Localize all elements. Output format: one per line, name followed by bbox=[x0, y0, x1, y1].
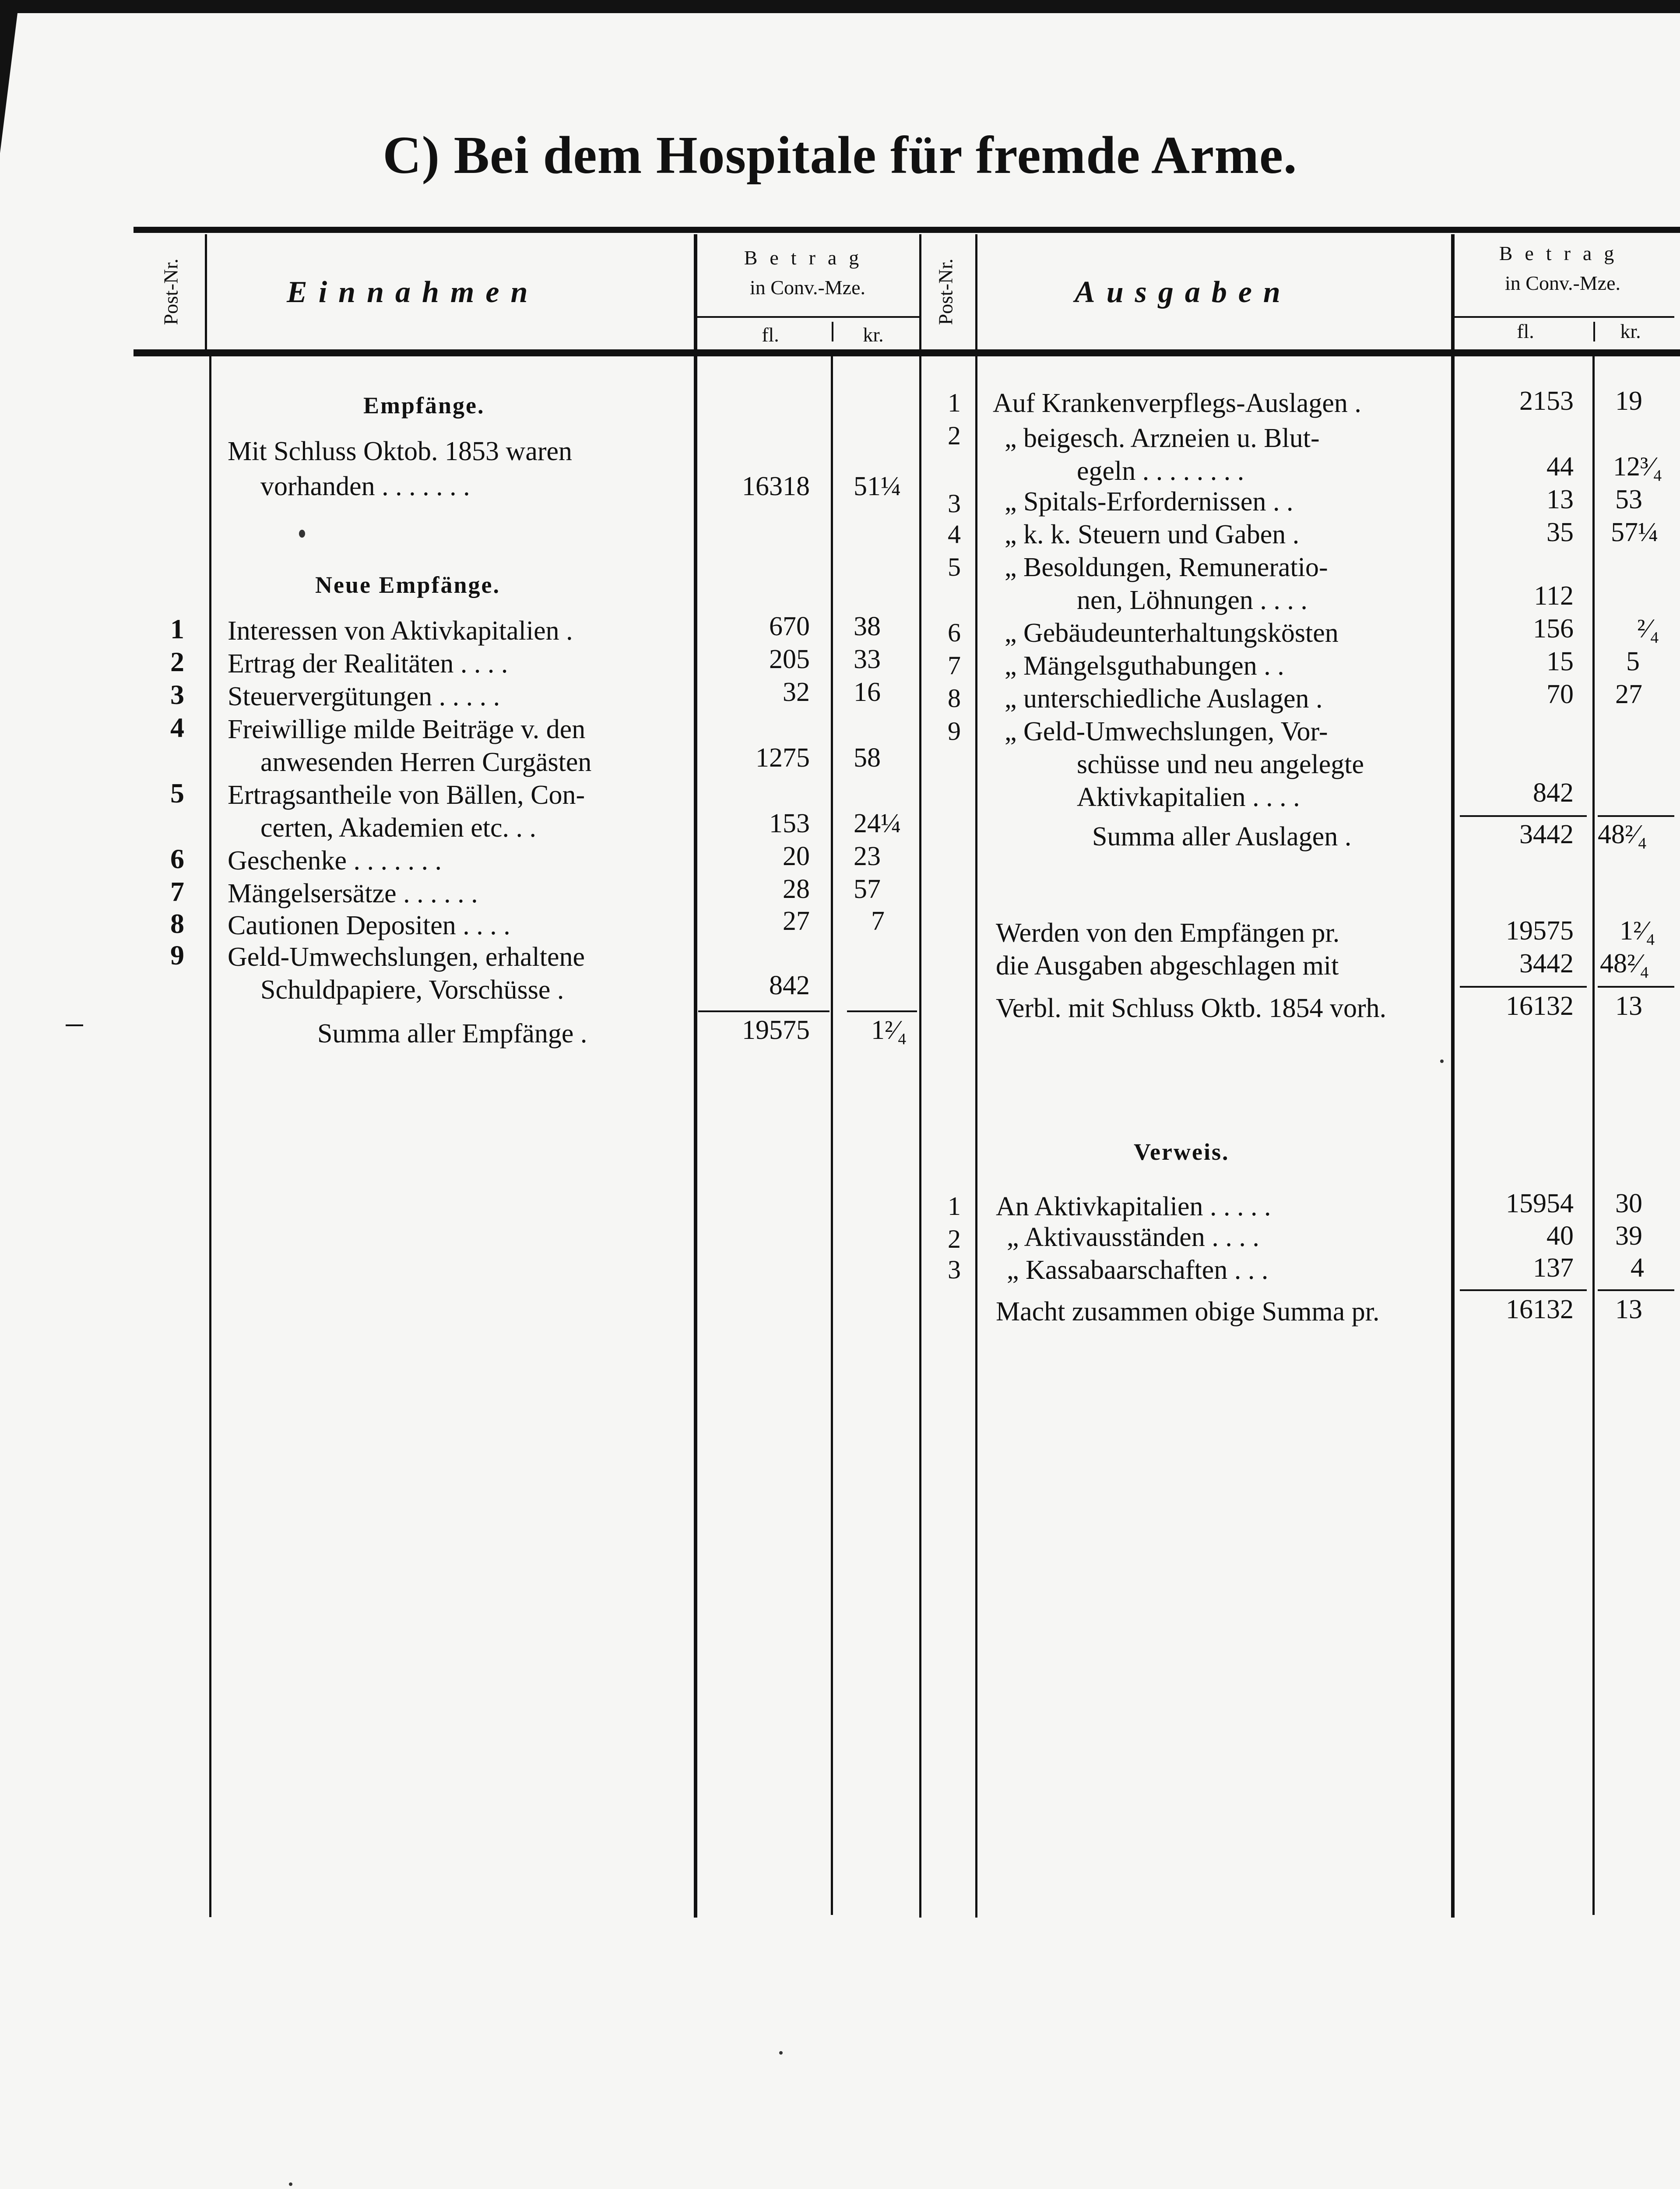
left-row-label-cont: Schuldpapiere, Vorschüsse . bbox=[260, 975, 564, 1005]
col-divider-post-left bbox=[205, 234, 207, 350]
betrag-header-left: Betrag bbox=[744, 246, 872, 269]
left-row-fl: 32 bbox=[783, 677, 810, 707]
balance-label: die Ausgaben abgeschlagen mit bbox=[996, 951, 1339, 981]
col-divider-fl-right bbox=[1451, 234, 1455, 1918]
opening-balance-line1: Mit Schluss Oktob. 1853 waren bbox=[228, 436, 573, 466]
document-page bbox=[0, 13, 1680, 2189]
scan-top-border bbox=[0, 0, 1680, 13]
right-row-label-cont: egeln . . . . . . . . bbox=[1077, 456, 1244, 486]
right-row-fl: 156 bbox=[1533, 614, 1574, 644]
fl-header-right: fl. bbox=[1517, 320, 1534, 342]
right-row-label: „ Spitals-Erfordernissen . . bbox=[1005, 487, 1293, 517]
left-row-kr: 33 bbox=[854, 644, 881, 674]
verweis-kr: 4 bbox=[1631, 1253, 1644, 1283]
right-row-label: „ unterschiedliche Auslagen . bbox=[1005, 684, 1323, 714]
balance-rule bbox=[1460, 986, 1587, 988]
verweis-nr: 1 bbox=[948, 1192, 961, 1221]
ausgaben-header: Ausgaben bbox=[1075, 275, 1292, 309]
left-row-label: Interessen von Aktivkapitalien . bbox=[228, 616, 573, 646]
ink-speck bbox=[1440, 1059, 1444, 1063]
verweis-fl: 137 bbox=[1533, 1253, 1574, 1283]
right-row-fl: 15 bbox=[1546, 647, 1574, 676]
left-row-fl: 153 bbox=[769, 809, 810, 838]
verweis-kr: 39 bbox=[1615, 1221, 1642, 1251]
right-row-kr: 5 bbox=[1626, 647, 1640, 676]
col-divider-kr-left-head bbox=[832, 322, 833, 341]
col-divider-kr-left bbox=[831, 356, 833, 1915]
right-row-nr: 8 bbox=[948, 684, 961, 713]
left-total-rule bbox=[698, 1010, 829, 1012]
ink-speck bbox=[289, 2182, 292, 2186]
right-row-fl: 70 bbox=[1546, 679, 1574, 709]
verweis-total-rule bbox=[1460, 1289, 1587, 1291]
right-total-kr: 48²⁄₄ bbox=[1598, 820, 1647, 849]
right-row-fl: 112 bbox=[1534, 581, 1574, 611]
right-row-label-cont: Aktivkapitalien . . . . bbox=[1077, 782, 1300, 812]
left-row-label: Mängelsersätze . . . . . . bbox=[228, 879, 478, 908]
left-total-fl: 19575 bbox=[742, 1015, 810, 1045]
left-row-label: Freiwillige milde Beiträge v. den bbox=[228, 714, 586, 744]
opening-balance-fl: 16318 bbox=[742, 472, 810, 501]
ink-speck bbox=[779, 2051, 783, 2055]
verweis-total-fl: 16132 bbox=[1506, 1295, 1574, 1324]
verweis-total-kr: 13 bbox=[1615, 1295, 1642, 1324]
verweis-total-label: Macht zusammen obige Summa pr. bbox=[996, 1297, 1380, 1327]
right-row-nr: 1 bbox=[948, 388, 961, 417]
left-row-nr: 7 bbox=[170, 876, 184, 907]
left-row-fl: 205 bbox=[769, 644, 810, 674]
col-divider-post-right bbox=[975, 234, 977, 1918]
col-divider-einnahmen bbox=[209, 356, 211, 1917]
left-total-rule-kr bbox=[847, 1010, 917, 1012]
currency-header-left: in Conv.-Mze. bbox=[749, 276, 866, 299]
ink-dash bbox=[66, 1024, 83, 1026]
right-row-kr: ²⁄₄ bbox=[1637, 614, 1659, 644]
balance-kr: 48²⁄₄ bbox=[1600, 949, 1649, 978]
currency-header-right: in Conv.-Mze. bbox=[1504, 272, 1621, 294]
left-row-label: Ertrag der Realitäten . . . . bbox=[228, 649, 508, 679]
verweis-total-rule-kr bbox=[1598, 1289, 1674, 1291]
verweis-kr: 30 bbox=[1615, 1189, 1642, 1218]
section-neue-empfaenge: Neue Empfänge. bbox=[315, 572, 500, 598]
col-divider-kr-right bbox=[1592, 356, 1595, 1915]
left-row-nr: 6 bbox=[170, 843, 184, 874]
col-divider-kr-right-head bbox=[1593, 322, 1595, 341]
left-row-kr: 16 bbox=[854, 677, 881, 707]
right-row-label: „ beigesch. Arzneien u. Blut- bbox=[1005, 423, 1320, 453]
right-row-nr: 2 bbox=[948, 421, 961, 450]
right-row-nr: 7 bbox=[948, 651, 961, 680]
balance-fl: 16132 bbox=[1506, 991, 1574, 1021]
right-row-nr: 4 bbox=[948, 520, 961, 549]
post-nr-header-left: Post-Nr. bbox=[159, 258, 182, 325]
left-row-kr: 58 bbox=[854, 743, 881, 773]
right-row-label-cont: nen, Löhnungen . . . . bbox=[1077, 585, 1307, 615]
betrag-subrule-right bbox=[1451, 316, 1674, 318]
right-row-nr: 9 bbox=[948, 717, 961, 746]
left-row-fl: 1275 bbox=[756, 743, 810, 773]
right-row-label-cont: schüsse und neu angelegte bbox=[1077, 750, 1364, 779]
left-total-label: Summa aller Empfänge . bbox=[317, 1019, 587, 1049]
opening-balance-kr: 51¼ bbox=[854, 472, 901, 501]
verweis-label: „ Kassabaarschaften . . . bbox=[1007, 1255, 1269, 1285]
ink-speck bbox=[299, 530, 305, 538]
right-row-label: „ Besoldungen, Remuneratio- bbox=[1005, 553, 1328, 582]
right-row-fl: 35 bbox=[1546, 517, 1574, 547]
section-verweis: Verweis. bbox=[1134, 1139, 1230, 1165]
left-row-nr: 3 bbox=[170, 679, 184, 710]
balance-kr: 1²⁄₄ bbox=[1620, 916, 1655, 946]
table-header-bottom-rule bbox=[134, 349, 1680, 356]
right-row-kr: 12³⁄₄ bbox=[1613, 452, 1662, 482]
page-title: C) Bei dem Hospitale für fremde Arme. bbox=[383, 126, 1297, 185]
left-row-fl: 27 bbox=[783, 906, 810, 936]
right-row-fl: 44 bbox=[1546, 452, 1574, 482]
left-row-label-cont: anwesenden Herren Curgästen bbox=[260, 747, 592, 777]
right-row-kr: 27 bbox=[1615, 679, 1642, 709]
verweis-nr: 3 bbox=[948, 1255, 961, 1284]
post-nr-header-right: Post-Nr. bbox=[934, 258, 957, 325]
right-total-fl: 3442 bbox=[1519, 820, 1574, 849]
left-row-nr: 2 bbox=[170, 646, 184, 677]
right-row-fl: 2153 bbox=[1519, 386, 1574, 416]
left-row-nr: 1 bbox=[170, 613, 184, 644]
left-row-nr: 5 bbox=[170, 778, 184, 809]
left-row-nr: 4 bbox=[170, 712, 184, 743]
kr-header-left: kr. bbox=[863, 324, 884, 346]
left-row-nr: 9 bbox=[170, 940, 184, 971]
fl-header-left: fl. bbox=[762, 324, 779, 346]
right-row-nr: 5 bbox=[948, 553, 961, 581]
verweis-label: An Aktivkapitalien . . . . . bbox=[996, 1192, 1271, 1221]
balance-fl: 3442 bbox=[1519, 949, 1574, 978]
left-row-kr: 57 bbox=[854, 874, 881, 904]
left-row-nr: 8 bbox=[170, 908, 184, 939]
col-divider-fl-left bbox=[694, 234, 697, 1918]
right-row-label: „ Mängelsguthabungen . . bbox=[1005, 651, 1284, 681]
left-row-fl: 20 bbox=[783, 841, 810, 871]
left-row-label: Steuervergütungen . . . . . bbox=[228, 682, 500, 711]
left-total-kr: 1²⁄₄ bbox=[871, 1015, 907, 1045]
balance-label: Verbl. mit Schluss Oktb. 1854 vorh. bbox=[996, 993, 1387, 1023]
right-row-kr: 57¼ bbox=[1611, 517, 1659, 547]
table-top-rule bbox=[134, 227, 1680, 233]
balance-kr: 13 bbox=[1615, 991, 1642, 1021]
betrag-subrule-left bbox=[696, 316, 919, 318]
right-row-kr: 19 bbox=[1615, 386, 1642, 416]
right-row-label: „ Geld-Umwechslungen, Vor- bbox=[1005, 717, 1328, 746]
right-row-fl: 842 bbox=[1533, 778, 1574, 808]
balance-rule-kr bbox=[1598, 986, 1674, 988]
left-row-label: Geld-Umwechslungen, erhaltene bbox=[228, 942, 585, 972]
right-total-rule bbox=[1460, 815, 1587, 817]
right-row-label: „ Gebäudeunterhaltungskösten bbox=[1005, 618, 1339, 648]
right-row-nr: 6 bbox=[948, 618, 961, 647]
left-row-label: Cautionen Depositen . . . . bbox=[228, 911, 510, 940]
right-row-fl: 13 bbox=[1546, 485, 1574, 514]
balance-fl: 19575 bbox=[1506, 916, 1574, 946]
left-row-kr: 23 bbox=[854, 841, 881, 871]
left-row-label: Ertragsantheile von Bällen, Con- bbox=[228, 780, 585, 810]
left-row-kr: 24¼ bbox=[854, 809, 901, 838]
balance-label: Werden von den Empfängen pr. bbox=[996, 918, 1340, 948]
einnahmen-header: Einnahmen bbox=[287, 275, 539, 309]
verweis-fl: 15954 bbox=[1506, 1189, 1574, 1218]
betrag-header-right: Betrag bbox=[1499, 242, 1627, 264]
left-row-fl: 28 bbox=[783, 874, 810, 904]
left-row-fl: 842 bbox=[769, 971, 810, 1000]
right-total-rule-kr bbox=[1598, 815, 1674, 817]
kr-header-right: kr. bbox=[1620, 320, 1641, 342]
section-empfaenge: Empfänge. bbox=[363, 392, 485, 419]
right-row-nr: 3 bbox=[948, 489, 961, 518]
left-row-kr: 7 bbox=[871, 906, 885, 936]
verweis-fl: 40 bbox=[1546, 1221, 1574, 1251]
left-row-label: Geschenke . . . . . . . bbox=[228, 846, 442, 876]
left-row-label-cont: certen, Akademien etc. . . bbox=[260, 813, 537, 843]
right-total-label: Summa aller Auslagen . bbox=[1092, 822, 1352, 852]
opening-balance-line2: vorhanden . . . . . . . bbox=[260, 472, 470, 501]
left-row-fl: 670 bbox=[769, 612, 810, 641]
verweis-label: „ Aktivausständen . . . . bbox=[1007, 1222, 1259, 1252]
right-row-label: Auf Krankenverpflegs-Auslagen . bbox=[993, 388, 1361, 418]
right-row-kr: 53 bbox=[1615, 485, 1642, 514]
verweis-nr: 2 bbox=[948, 1225, 961, 1253]
right-row-label: „ k. k. Steuern und Gaben . bbox=[1005, 520, 1300, 549]
left-row-kr: 38 bbox=[854, 612, 881, 641]
